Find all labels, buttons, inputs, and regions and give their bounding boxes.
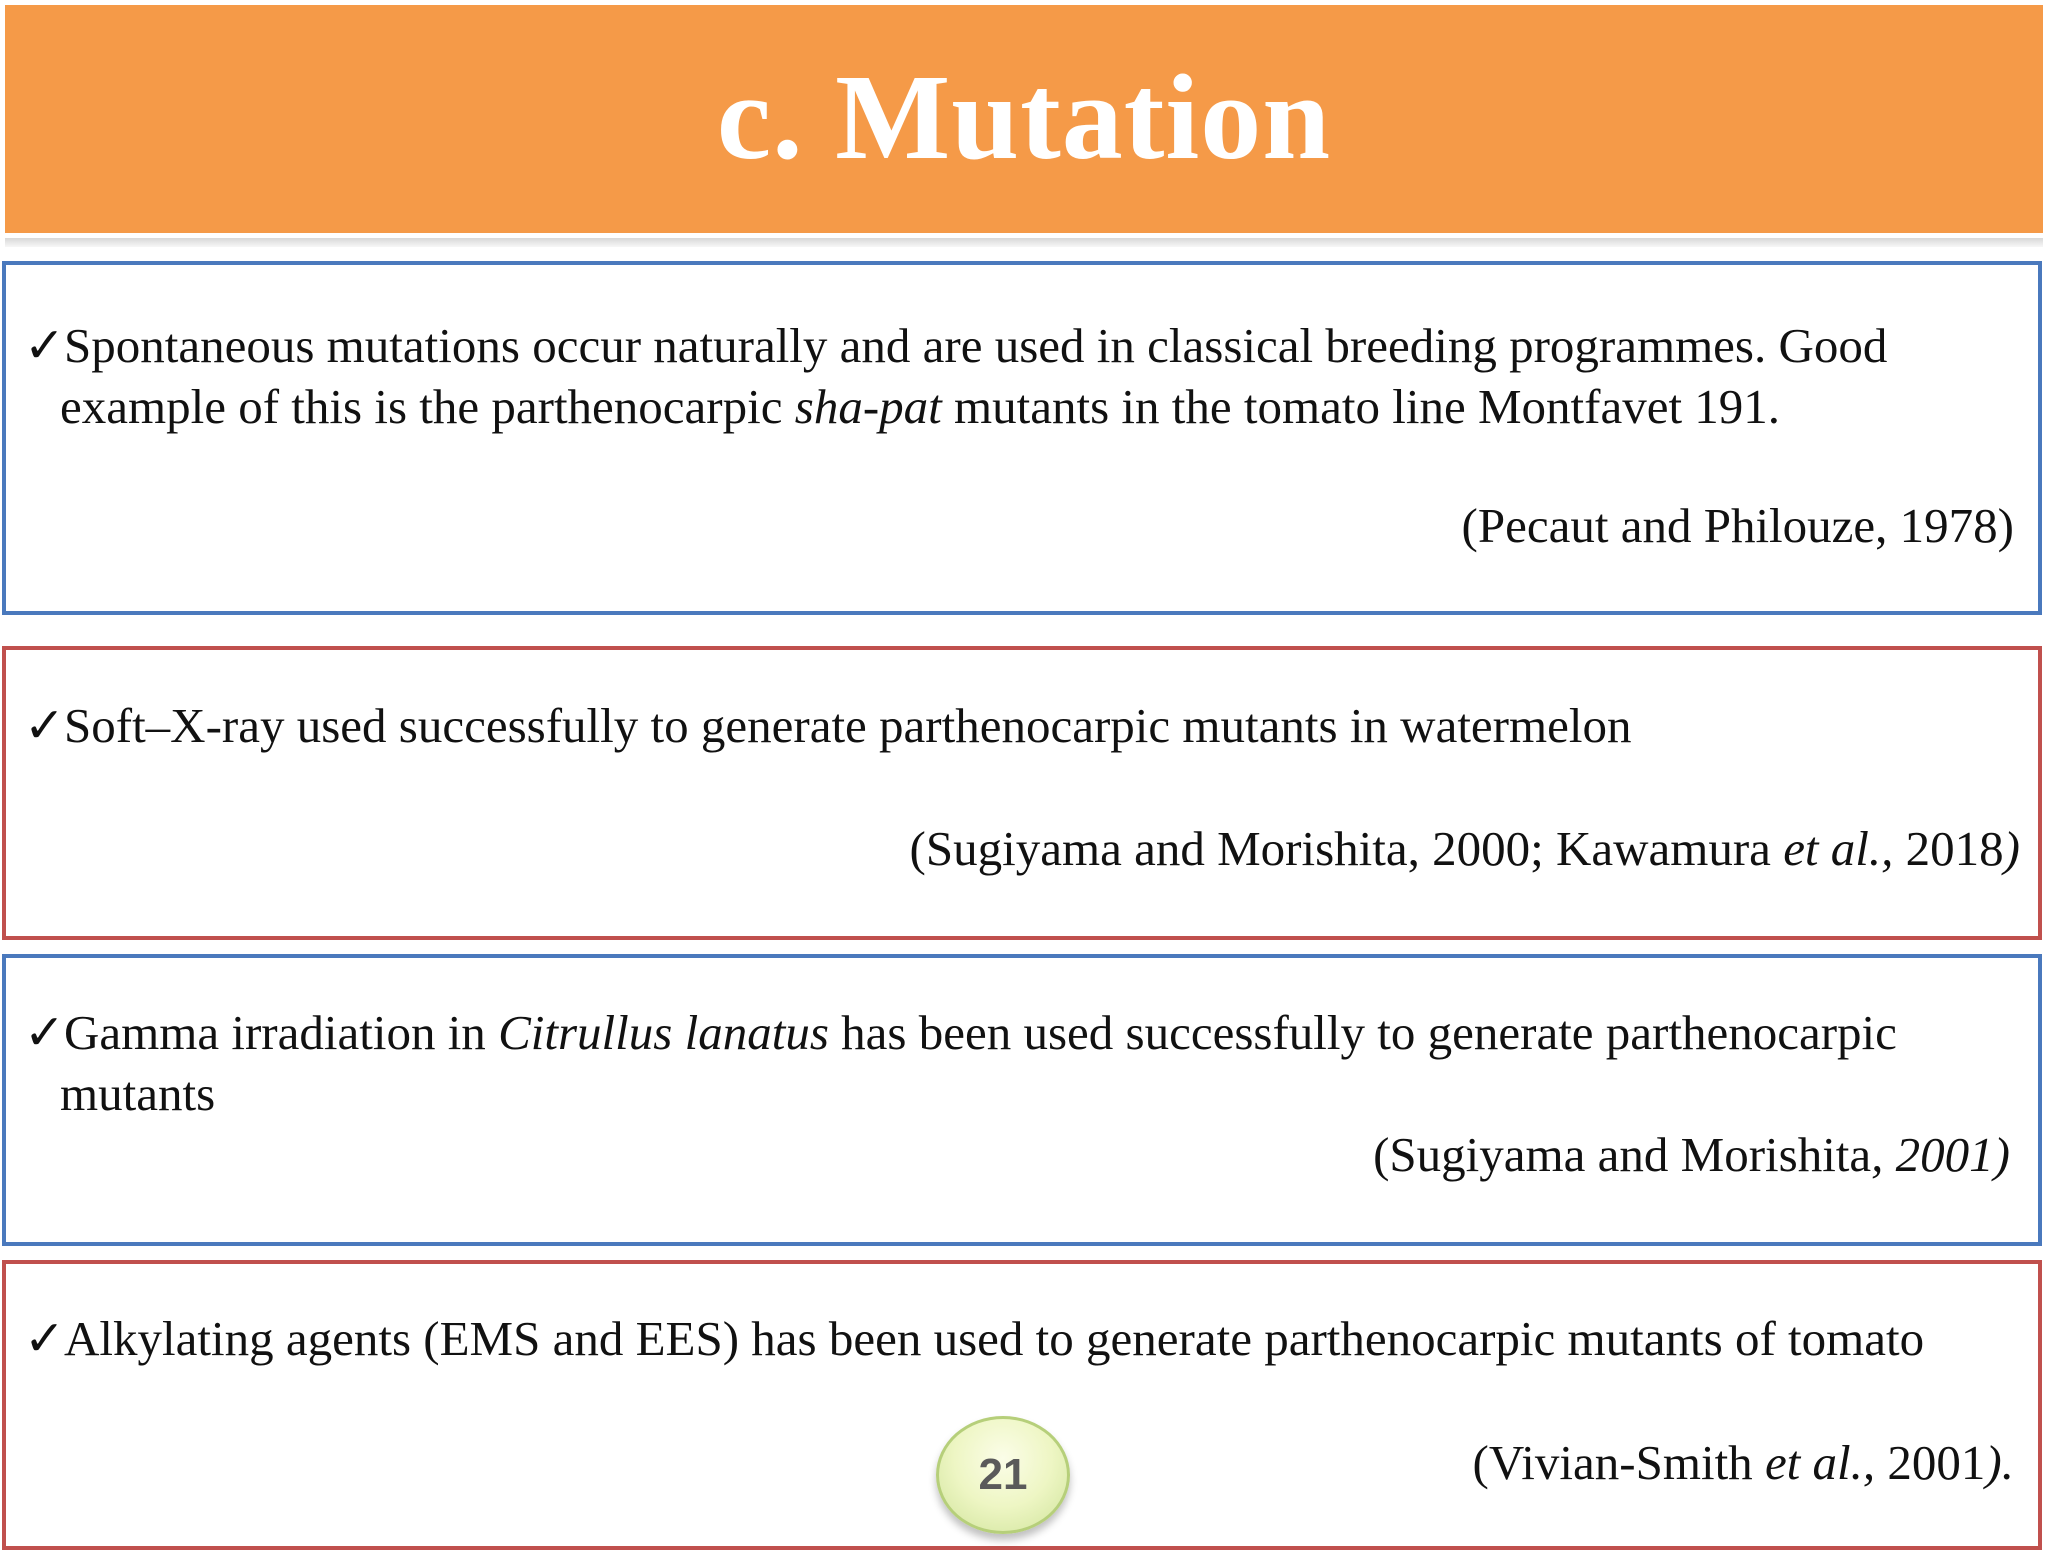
checkmark-icon: ✓ <box>24 698 66 753</box>
bullet-line: Spontaneous mutations occur naturally and are used in classical breeding programmes. Good <box>64 318 1888 373</box>
citation <box>1473 1432 2014 1493</box>
title-banner <box>5 5 2043 233</box>
bullet-line-continued <box>24 376 1998 437</box>
text-run-italic: et al., <box>1783 821 1894 876</box>
text-run: Gamma irradiation in <box>64 1005 499 1060</box>
checkmark-icon: ✓ <box>24 318 66 373</box>
text-run: 2018 <box>1893 821 2004 876</box>
bullet-line: Alkylating agents (EMS and EES) has been used to generate parthenocarpic mutants of tomato <box>64 1311 1925 1366</box>
text-run: (Sugiyama and Morishita <box>1373 1127 1872 1182</box>
slide-title: c. Mutation <box>716 49 1332 185</box>
title-shadow <box>5 238 2043 247</box>
citation: (Pecaut and Philouze, 1978) <box>1461 498 2014 553</box>
checkmark-icon: ✓ <box>24 1311 66 1366</box>
text-run: (Vivian-Smith <box>1472 1435 1765 1490</box>
text-run-italic: ) <box>2003 821 2020 876</box>
bullet-text <box>24 1308 1998 1369</box>
gene-name: sha-pat <box>794 379 942 434</box>
bullet-text <box>24 315 1998 437</box>
content-box-soft-xray <box>2 646 2042 940</box>
text-run: mutants in the tomato line Montfavet 191. <box>941 379 1781 434</box>
text-run-italic: , 2001 <box>1871 1127 1994 1182</box>
text-run-italic: ). <box>1985 1435 2014 1490</box>
species-name: Citrullus lanatus <box>498 1005 829 1060</box>
text-run: (Sugiyama and Morishita, 2000; Kawamura <box>909 821 1784 876</box>
page-number-badge: 21 <box>936 1416 1070 1534</box>
checkmark-icon: ✓ <box>24 1005 66 1060</box>
text-run: example of this is the parthenocarpic <box>60 379 795 434</box>
content-box-gamma <box>2 954 2042 1246</box>
citation <box>910 818 2020 879</box>
citation <box>1373 1124 2010 1185</box>
bullet-line-continued: mutants <box>60 1066 216 1121</box>
bullet-text <box>24 695 1998 756</box>
bullet-line: Soft–X-ray used successfully to generate parthenocarpic mutants in watermelon <box>64 698 1632 753</box>
content-box-spontaneous <box>2 261 2042 615</box>
bullet-text <box>24 1002 1998 1124</box>
text-run-italic: et al., <box>1764 1435 1876 1490</box>
text-run-italic: ) <box>1993 1127 2010 1182</box>
text-run: 2001 <box>1875 1435 1986 1490</box>
text-run: has been used successfully to generate parthenocarpic <box>828 1005 1897 1060</box>
